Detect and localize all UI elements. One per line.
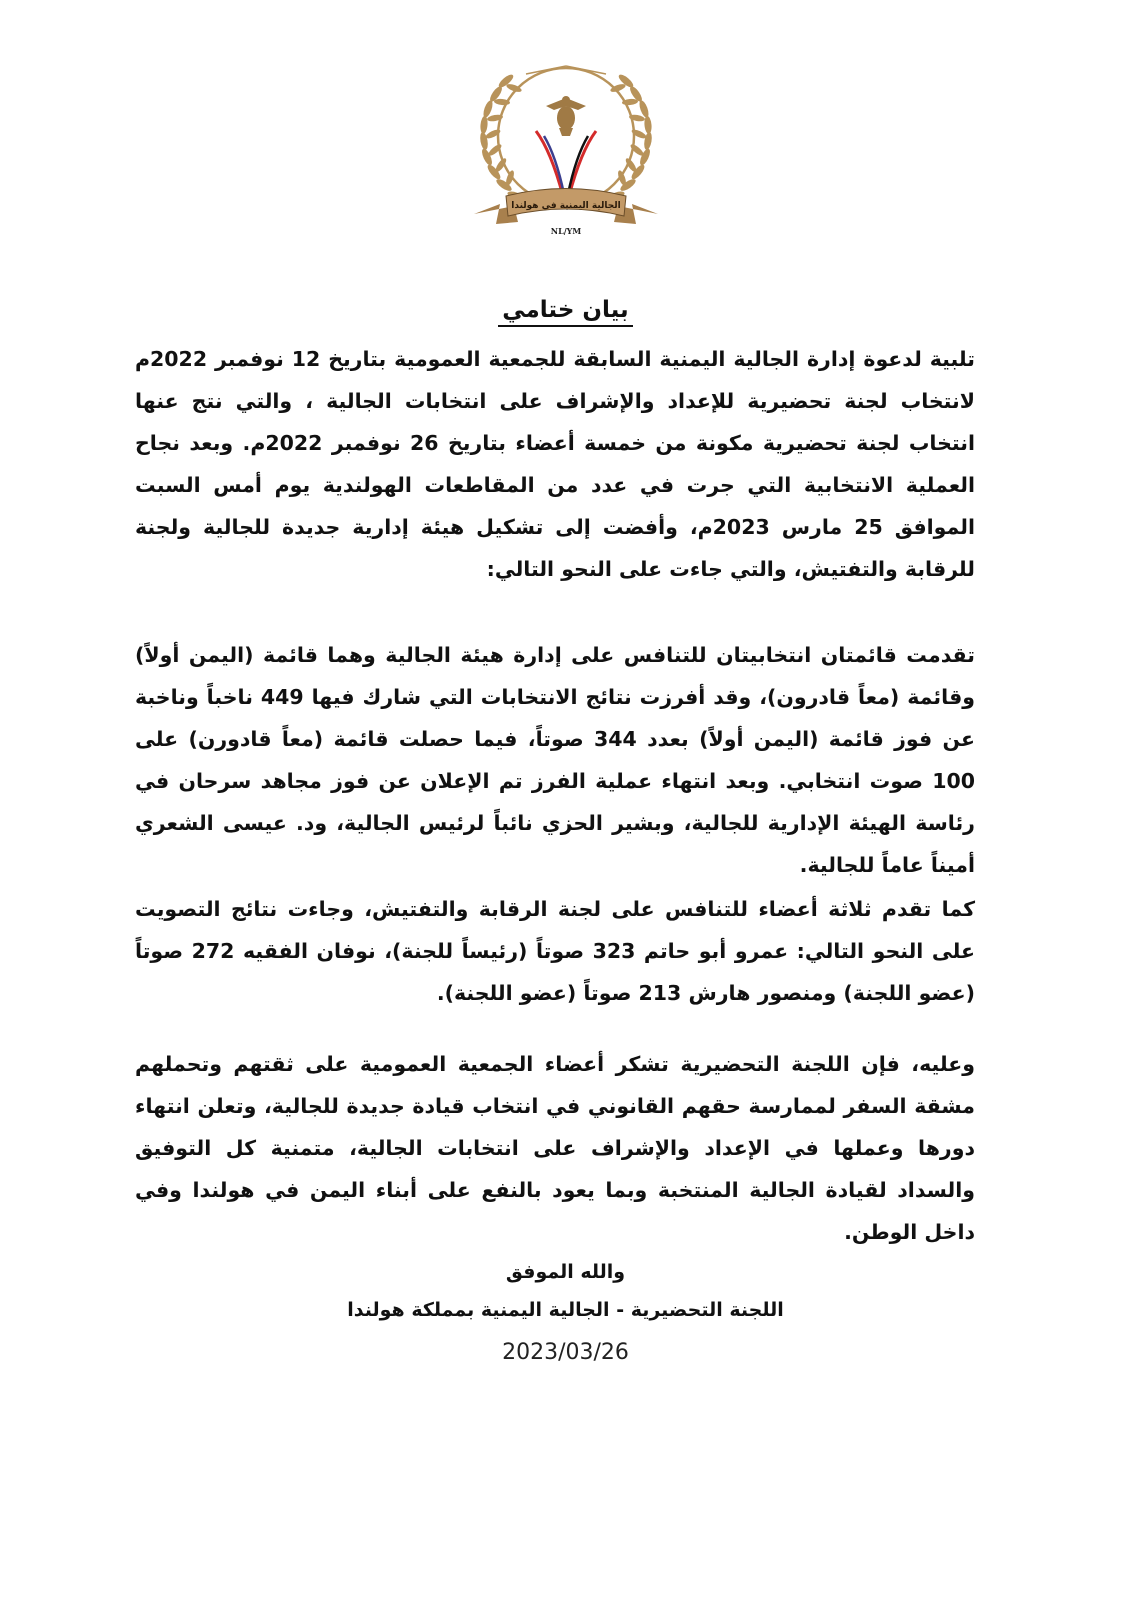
paragraph-administrative-results: تقدمت قائمتان انتخابيتان للتنافس على إدارة هيئة الجالية وهما قائمة (اليمن أولاً) وقائمة (معاً قادرون)، وقد أفرزت نتائج الانتخابات التي شارك فيها 449 ناخباً وناخبة عن فوز قائمة (اليمن أولاً) بعدد 344 صوتاً، فيما حصلت قائمة (معاً قادورن) على 100 صوت انتخابي. وبعد انتهاء عملية الفرز تم الإعلان عن فوز مجاهد سرحان في رئاسة الهيئة الإدارية للجالية، وبشير الحزي نائباً لرئيس الجالية، ود. عيسى الشعري أميناً عاماً للجالية.: [135, 643, 975, 877]
paragraph-introduction: تلبية لدعوة إدارة الجالية اليمنية السابقة للجمعية العمومية بتاريخ 12 نوفمبر 2022م لانتخاب لجنة تحضيرية للإعداد والإشراف على انتخابات الجالية ، والتي نتج عنها انتخاب لجنة تحضيرية مكونة من خمسة أعضاء بتاريخ 26 نوفمبر 2022م. وبعد نجاح العملية الانتخابية التي جرت في عدد من المقاطعات الهولندية يوم أمس السبت الموافق 25 مارس 2023م، وأفضت إلى تشكيل هيئة إدارية جديدة للجالية ولجنة للرقابة والتفتيش، والتي جاءت على النحو التالي:: [135, 347, 975, 581]
paragraph-conclusion: وعليه، فإن اللجنة التحضيرية تشكر أعضاء الجمعية العمومية على ثقتهم وتحملهم مشقة السفر لممارسة حقهم القانوني في انتخاب قيادة جديدة للجالية، وتعلن انتهاء دورها وعملها في الإعداد والإشراف على انتخابات الجالية، متمنية كل التوفيق والسداد لقيادة الجالية المنتخبة وبما يعود بالنفع على أبناء اليمن في هولندا وفي داخل الوطن.: [135, 1052, 975, 1244]
signature-line: اللجنة التحضيرية - الجالية اليمنية بمملكة هولندا: [347, 1299, 784, 1321]
svg-text:الجالية اليمنية في هولندا: الجالية اليمنية في هولندا: [511, 201, 621, 211]
community-logo: [466, 36, 666, 241]
document-title-text: بيان ختامي: [498, 295, 632, 327]
svg-text:NL/YM: NL/YM: [550, 226, 582, 236]
closing-phrase: والله الموفق: [505, 1261, 626, 1283]
document-date: 2023/03/26: [502, 1340, 629, 1365]
paragraph-oversight-results: كما تقدم ثلاثة أعضاء للتنافس على لجنة الرقابة والتفتيش، وجاءت نتائج التصويت على النحو التالي: عمرو أبو حاتم 323 صوتاً (رئيساً للجنة)، نوفان الفقيه 272 صوتاً (عضو اللجنة) ومنصور هارش 213 صوتاً (عضو اللجنة).: [135, 897, 975, 1005]
document-title: [0, 293, 1131, 327]
yemeni-community-emblem-icon: [466, 36, 666, 241]
